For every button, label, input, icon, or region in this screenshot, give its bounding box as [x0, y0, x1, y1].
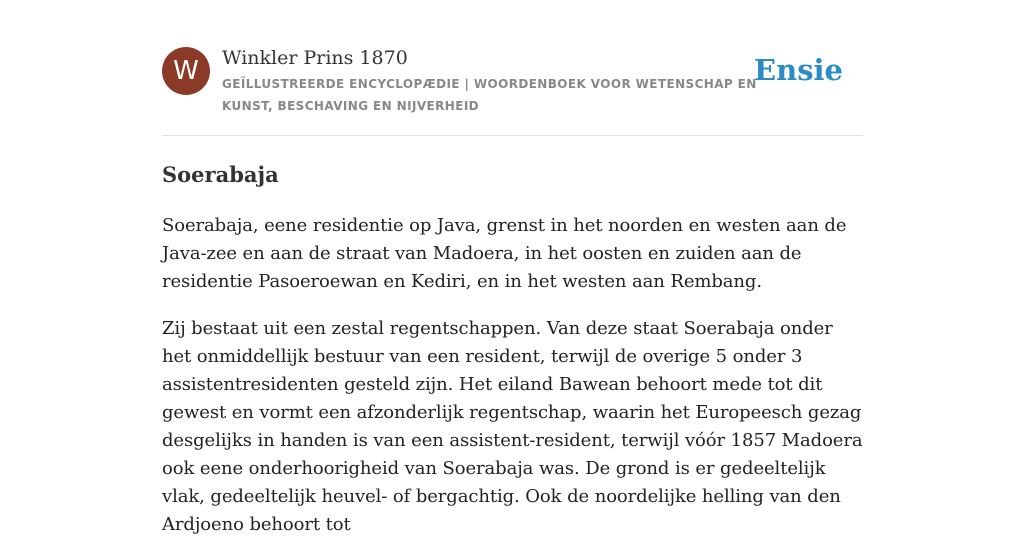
- source-avatar[interactable]: W: [162, 47, 210, 95]
- article-paragraph: Soerabaja, eene residentie op Java, grenst in het noorden en westen aan de Java-zee en aan de straat van Madoera, in het oosten en zuiden aan de residentie Pasoeroewan en Kediri, en in het westen aan Rembang.: [162, 215, 847, 292]
- source-title[interactable]: Winkler Prins 1870: [222, 47, 408, 69]
- source-subtitle: GEÏLLUSTREERDE ENCYCLOPÆDIE | WOORDENBOEK VOOR WETENSCHAP EN KUNST, BESCHAVING EN NIJVERHEID: [222, 77, 757, 113]
- ensie-logo[interactable]: Ensie: [754, 53, 843, 87]
- article-title: Soerabaja: [162, 162, 279, 187]
- source-info: [222, 44, 762, 117]
- source-header: [162, 0, 863, 136]
- article-paragraph: Zij bestaat uit een zestal regentschappen. Van deze staat Soerabaja onder het onmiddellijk bestuur van een resident, terwijl de overige 5 onder 3 assistentresidenten gesteld zijn. Het eiland Bawean behoort mede tot dit gewest en vormt een afzonderlijk regentschap, waarin het Europeesch gezag desgelijks in handen is van een assistent-resident, terwijl vóór 1857 Madoera ook eene onderhoorigheid van Soerabaja was. De grond is er gedeeltelijk vlak, gedeeltelijk heuvel- of bergachtig. Ook de noordelijke helling van den Ardjoeno behoort tot: [162, 318, 863, 535]
- page: [162, 0, 863, 535]
